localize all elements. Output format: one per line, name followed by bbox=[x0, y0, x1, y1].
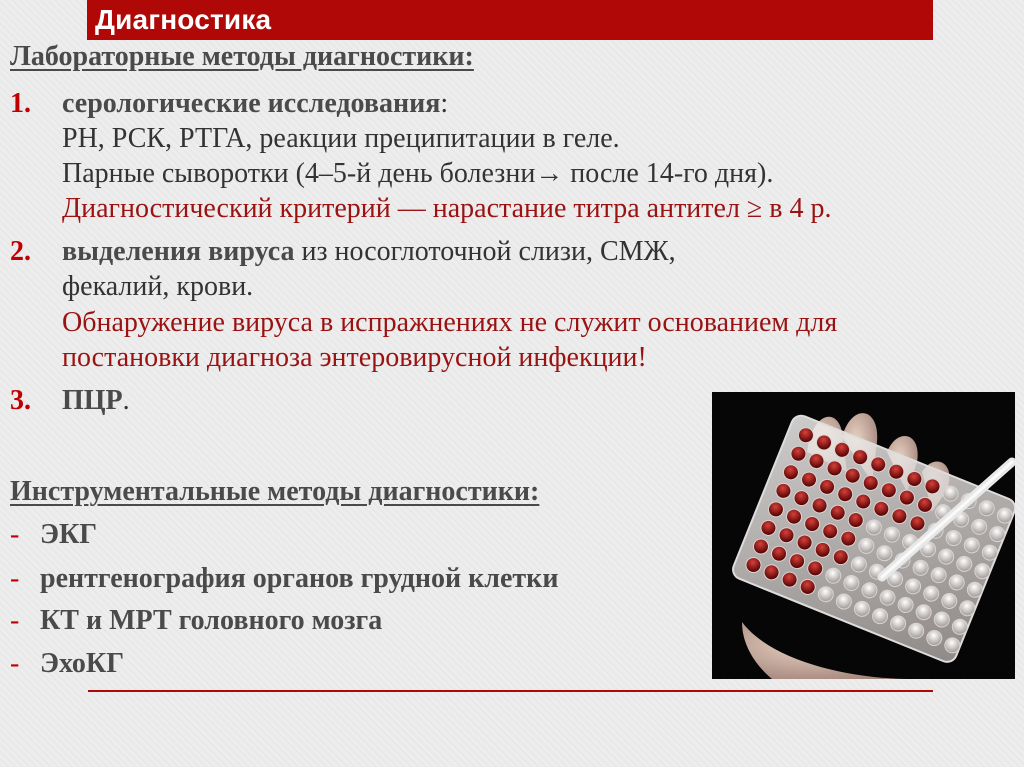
item-2-lead: выделения вируса bbox=[62, 236, 295, 267]
microplate-photo bbox=[712, 392, 1015, 679]
item-1-lead-line bbox=[62, 88, 448, 120]
item-2-note-2: постановки диагноза энтеровирусной инфекции! bbox=[62, 342, 647, 373]
item-1-lead-tail: : bbox=[440, 88, 449, 119]
item-3-lead-tail: . bbox=[122, 385, 130, 416]
item-1-line-1: РН, РСК, РТГА, реакции преципитации в геле. bbox=[62, 123, 620, 154]
inst-item-1: ЭКГ bbox=[40, 519, 98, 550]
inst-item-3: КТ и МРТ головного мозга bbox=[40, 605, 383, 636]
item-1-note: Диагностический критерий — нарастание титра антител ≥ в 4 р. bbox=[62, 193, 832, 224]
inst-item-3-dash: - bbox=[10, 605, 20, 636]
microplate-illustration bbox=[712, 392, 1015, 679]
item-1-lead: серологические исследования bbox=[62, 88, 441, 119]
instrumental-methods-heading: Инструментальные методы диагностики: bbox=[10, 476, 540, 507]
slide-title: Диагностика bbox=[95, 4, 272, 35]
inst-item-4-dash: - bbox=[10, 648, 20, 679]
item-2-number: 2. bbox=[10, 236, 31, 267]
item-2-note-1: Обнаружение вируса в испражнениях не служит основанием для bbox=[62, 307, 838, 338]
bottom-divider bbox=[88, 690, 933, 692]
item-1-number: 1. bbox=[10, 88, 31, 119]
item-2-lead-line bbox=[62, 236, 676, 268]
inst-item-4: ЭхоКГ bbox=[40, 648, 125, 679]
inst-item-2: рентгенография органов грудной клетки bbox=[40, 563, 559, 594]
item-2-lead-tail: из носоглоточной слизи, СМЖ, bbox=[294, 236, 676, 267]
item-1-line-2: Парные сыворотки (4–5-й день болезни→ после 14-го дня). bbox=[62, 158, 774, 189]
inst-item-1-dash: - bbox=[10, 519, 20, 550]
inst-item-2-dash: - bbox=[10, 563, 20, 594]
lab-methods-heading: Лабораторные методы диагностики: bbox=[10, 41, 474, 72]
item-3-lead: ПЦР bbox=[62, 385, 123, 416]
item-3-lead-line bbox=[62, 385, 130, 417]
item-3-number: 3. bbox=[10, 385, 31, 416]
item-2-line-1: фекалий, крови. bbox=[62, 271, 254, 302]
